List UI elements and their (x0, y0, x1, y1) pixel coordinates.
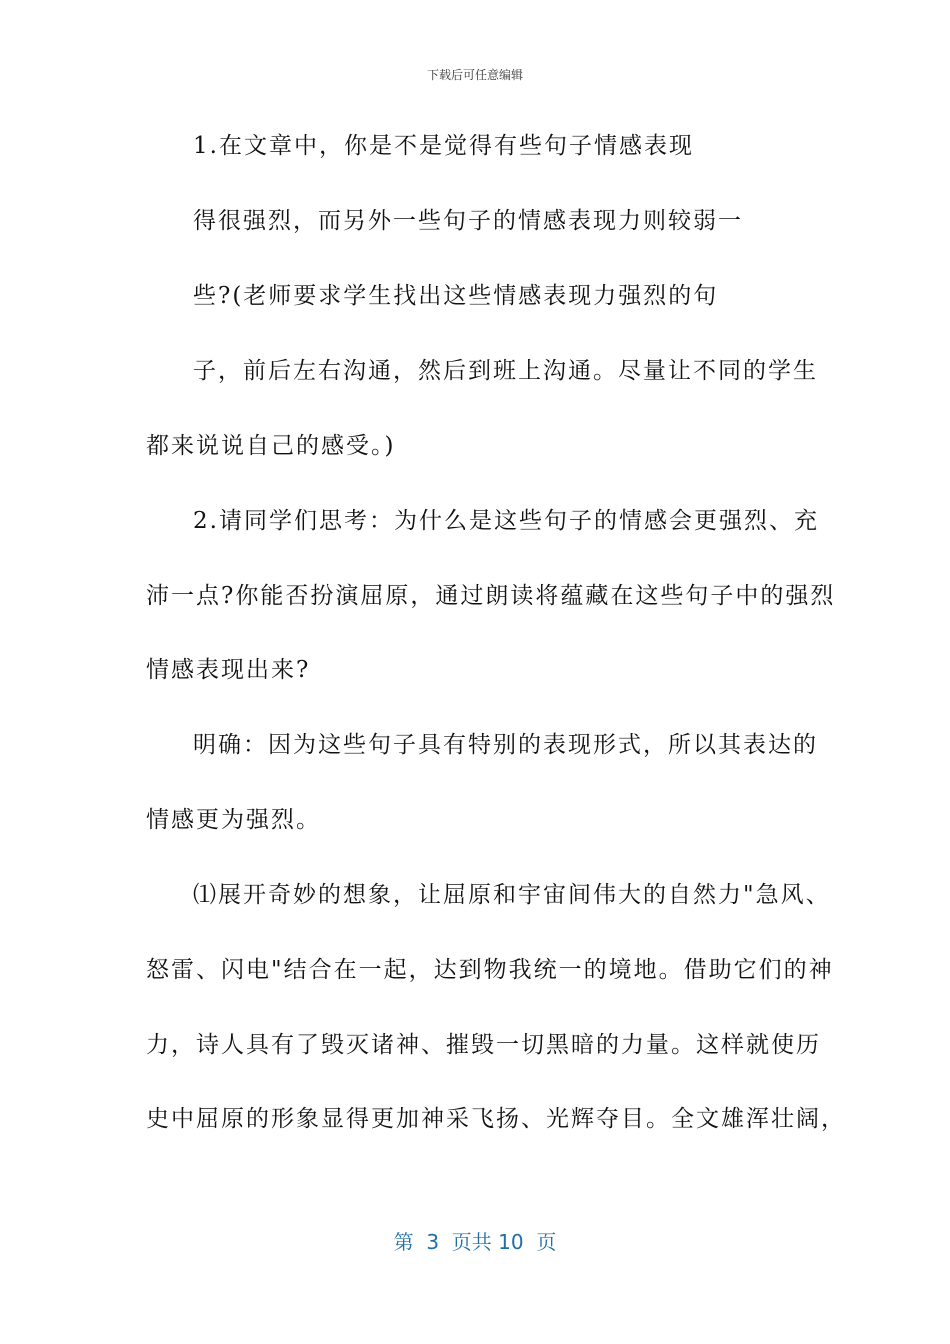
body-line-14: 史中屈原的形象显得更加神采飞扬、光辉夺目。全文雄浑壮阔， (146, 1106, 846, 1132)
body-line-9: 明确：因为这些句子具有特别的表现形式，所以其表达的 (193, 732, 818, 758)
body-line-12: 怒雷、闪电"结合在一起，达到物我统一的境地。借助它们的神 (146, 957, 834, 983)
body-line-13: 力，诗人具有了毁灭诸神、摧毁一切黑暗的力量。这样就使历 (146, 1032, 821, 1058)
page-footer: 第 3 页共 10 页 (393, 1230, 557, 1254)
body-line-1: 1.在文章中，你是不是觉得有些句子情感表现 (193, 133, 694, 159)
body-line-4: 子，前后左右沟通，然后到班上沟通。尽量让不同的学生 (193, 358, 818, 384)
body-line-10: 情感更为强烈。 (146, 807, 321, 833)
body-line-2: 得很强烈，而另外一些句子的情感表现力则较弱一 (193, 208, 743, 234)
body-line-3: 些?(老师要求学生找出这些情感表现力强烈的句 (193, 283, 719, 309)
page-header: 下载后可任意编辑 (426, 68, 523, 82)
body-line-6: 2.请同学们思考：为什么是这些句子的情感会更强烈、充 (193, 508, 819, 534)
body-line-5: 都来说说自己的感受。) (146, 433, 396, 459)
body-line-8: 情感表现出来? (146, 657, 311, 683)
body-line-11: ⑴展开奇妙的想象，让屈原和宇宙间伟大的自然力"急风、 (193, 882, 831, 908)
body-line-7: 沛一点?你能否扮演屈原，通过朗读将蕴藏在这些句子中的强烈 (146, 583, 836, 609)
